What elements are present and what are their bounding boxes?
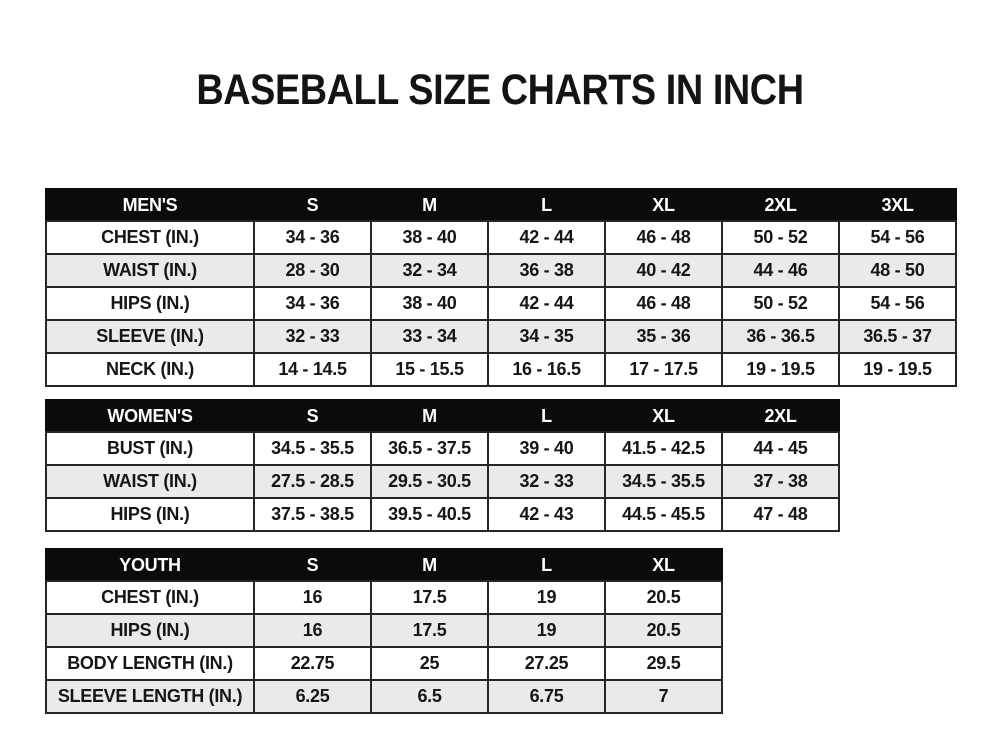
- size-cell: 42 - 44: [488, 287, 605, 320]
- table-row: [46, 432, 839, 465]
- column-header-3xl: 3XL: [839, 189, 956, 221]
- page-title: BASEBALL SIZE CHARTS IN INCH: [196, 66, 804, 114]
- row-label: SLEEVE LENGTH (IN.): [46, 680, 254, 713]
- size-cell: 50 - 52: [722, 287, 839, 320]
- size-cell: 39.5 - 40.5: [371, 498, 488, 531]
- size-cell: 17.5: [371, 581, 488, 614]
- row-label: HIPS (IN.): [46, 498, 254, 531]
- row-label: WAIST (IN.): [46, 465, 254, 498]
- size-cell: 42 - 44: [488, 221, 605, 254]
- column-header-xl: XL: [605, 549, 722, 581]
- column-header-xl: XL: [605, 189, 722, 221]
- table-row: [46, 680, 722, 713]
- youth-table-title: YOUTH: [46, 549, 254, 581]
- size-cell: 6.5: [371, 680, 488, 713]
- size-cell: 22.75: [254, 647, 371, 680]
- size-cell: 34 - 36: [254, 287, 371, 320]
- womens-table-title: WOMEN'S: [46, 400, 254, 432]
- size-cell: 50 - 52: [722, 221, 839, 254]
- size-cell: 42 - 43: [488, 498, 605, 531]
- column-header-m: M: [371, 189, 488, 221]
- size-cell: 14 - 14.5: [254, 353, 371, 386]
- row-label: WAIST (IN.): [46, 254, 254, 287]
- size-cell: 36.5 - 37: [839, 320, 956, 353]
- size-cell: 19 - 19.5: [722, 353, 839, 386]
- column-header-l: L: [488, 400, 605, 432]
- size-cell: 32 - 33: [254, 320, 371, 353]
- table-row: [46, 498, 839, 531]
- column-header-2xl: 2XL: [722, 189, 839, 221]
- table-row: [46, 221, 956, 254]
- size-cell: 46 - 48: [605, 287, 722, 320]
- size-cell: 6.75: [488, 680, 605, 713]
- mens-size-table: [45, 188, 957, 387]
- size-cell: 35 - 36: [605, 320, 722, 353]
- size-cell: 25: [371, 647, 488, 680]
- column-header-l: L: [488, 549, 605, 581]
- size-cell: 19: [488, 581, 605, 614]
- womens-header-row: [46, 400, 839, 432]
- column-header-s: S: [254, 189, 371, 221]
- size-cell: 28 - 30: [254, 254, 371, 287]
- row-label: BODY LENGTH (IN.): [46, 647, 254, 680]
- table-row: [46, 465, 839, 498]
- row-label: HIPS (IN.): [46, 614, 254, 647]
- size-cell: 29.5: [605, 647, 722, 680]
- row-label: CHEST (IN.): [46, 221, 254, 254]
- size-cell: 32 - 33: [488, 465, 605, 498]
- size-cell: 54 - 56: [839, 221, 956, 254]
- size-cell: 16 - 16.5: [488, 353, 605, 386]
- row-label: BUST (IN.): [46, 432, 254, 465]
- size-cell: 34 - 36: [254, 221, 371, 254]
- size-cell: 20.5: [605, 581, 722, 614]
- size-cell: 38 - 40: [371, 221, 488, 254]
- table-row: [46, 254, 956, 287]
- size-cell: 41.5 - 42.5: [605, 432, 722, 465]
- size-cell: 47 - 48: [722, 498, 839, 531]
- column-header-m: M: [371, 400, 488, 432]
- size-cell: 34 - 35: [488, 320, 605, 353]
- table-row: [46, 647, 722, 680]
- size-cell: 27.25: [488, 647, 605, 680]
- size-cell: 44 - 45: [722, 432, 839, 465]
- table-row: [46, 614, 722, 647]
- size-cell: 37 - 38: [722, 465, 839, 498]
- size-cell: 44.5 - 45.5: [605, 498, 722, 531]
- table-row: [46, 581, 722, 614]
- youth-header-row: [46, 549, 722, 581]
- size-cell: 6.25: [254, 680, 371, 713]
- size-cell: 19: [488, 614, 605, 647]
- size-cell: 36 - 36.5: [722, 320, 839, 353]
- womens-size-table: [45, 399, 840, 532]
- youth-size-table: [45, 548, 723, 714]
- table-row: [46, 320, 956, 353]
- column-header-s: S: [254, 549, 371, 581]
- size-cell: 29.5 - 30.5: [371, 465, 488, 498]
- size-cell: 44 - 46: [722, 254, 839, 287]
- column-header-s: S: [254, 400, 371, 432]
- size-cell: 20.5: [605, 614, 722, 647]
- size-cell: 46 - 48: [605, 221, 722, 254]
- size-cell: 27.5 - 28.5: [254, 465, 371, 498]
- size-cell: 16: [254, 614, 371, 647]
- size-cell: 54 - 56: [839, 287, 956, 320]
- size-cell: 16: [254, 581, 371, 614]
- row-label: CHEST (IN.): [46, 581, 254, 614]
- size-cell: 19 - 19.5: [839, 353, 956, 386]
- size-cell: 36.5 - 37.5: [371, 432, 488, 465]
- size-cell: 7: [605, 680, 722, 713]
- mens-table-title: MEN'S: [46, 189, 254, 221]
- table-row: [46, 287, 956, 320]
- row-label: NECK (IN.): [46, 353, 254, 386]
- size-cell: 34.5 - 35.5: [605, 465, 722, 498]
- column-header-l: L: [488, 189, 605, 221]
- size-cell: 48 - 50: [839, 254, 956, 287]
- size-cell: 32 - 34: [371, 254, 488, 287]
- size-cell: 33 - 34: [371, 320, 488, 353]
- size-cell: 34.5 - 35.5: [254, 432, 371, 465]
- row-label: SLEEVE (IN.): [46, 320, 254, 353]
- column-header-m: M: [371, 549, 488, 581]
- size-cell: 39 - 40: [488, 432, 605, 465]
- size-cell: 36 - 38: [488, 254, 605, 287]
- size-cell: 40 - 42: [605, 254, 722, 287]
- row-label: HIPS (IN.): [46, 287, 254, 320]
- size-cell: 17 - 17.5: [605, 353, 722, 386]
- size-cell: 37.5 - 38.5: [254, 498, 371, 531]
- size-cell: 17.5: [371, 614, 488, 647]
- column-header-2xl: 2XL: [722, 400, 839, 432]
- size-cell: 15 - 15.5: [371, 353, 488, 386]
- column-header-xl: XL: [605, 400, 722, 432]
- mens-header-row: [46, 189, 956, 221]
- table-row: [46, 353, 956, 386]
- size-cell: 38 - 40: [371, 287, 488, 320]
